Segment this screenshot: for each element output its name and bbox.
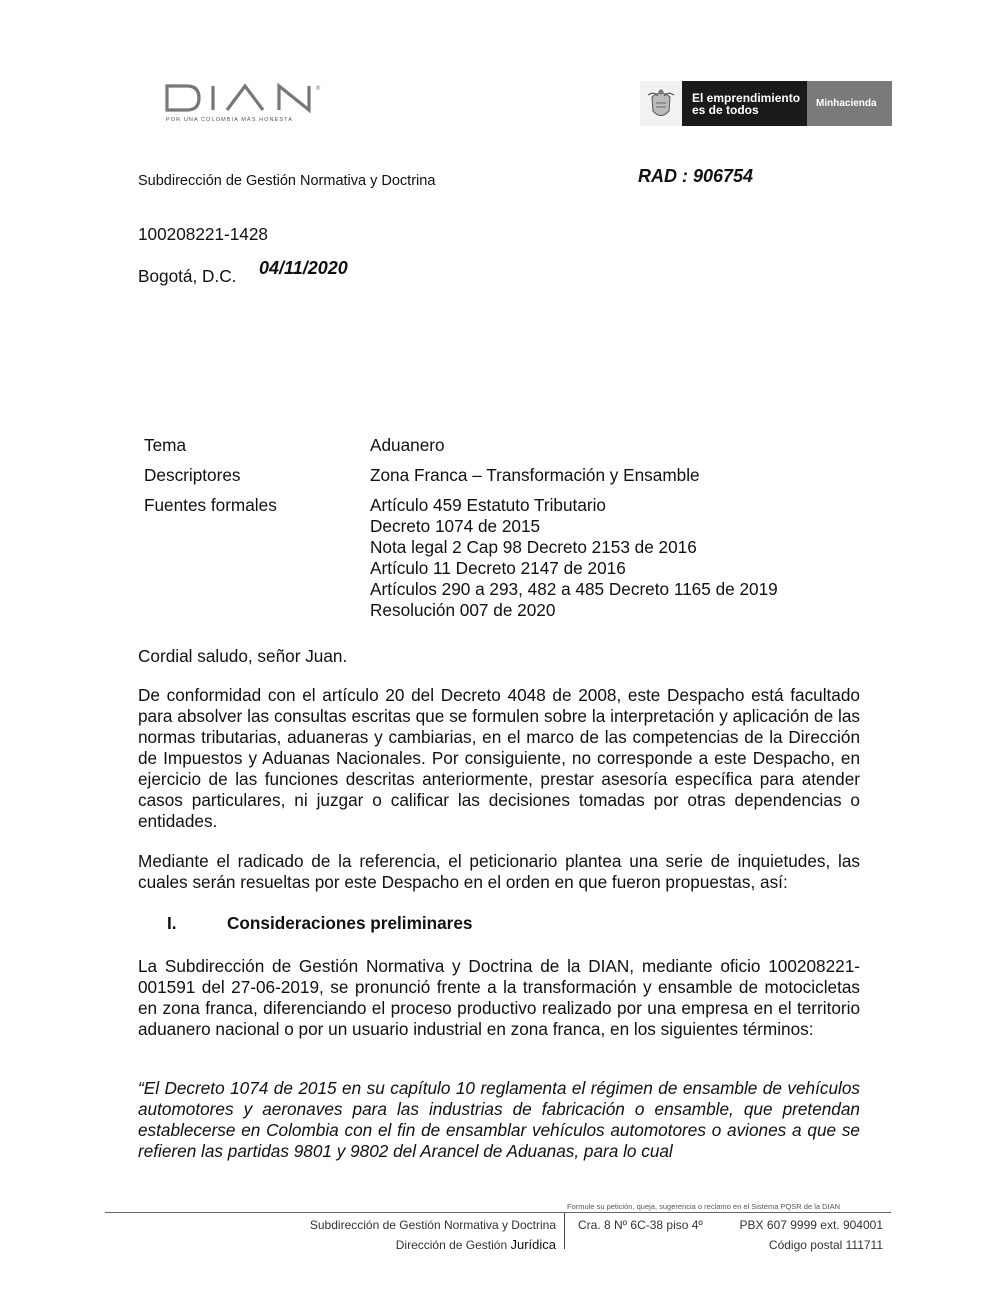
fuentes-label: Fuentes formales <box>144 495 277 515</box>
fuente-item: Artículo 459 Estatuto Tributario <box>370 495 606 515</box>
city: Bogotá, D.C. <box>138 266 237 286</box>
footer-divider <box>105 1212 891 1213</box>
ministry-label: Minhacienda <box>807 81 892 126</box>
footer-vertical-divider <box>564 1213 565 1249</box>
greeting: Cordial saludo, señor Juan. <box>138 646 348 666</box>
footer-pqsr-note: Formule su petición, queja, sugerencia o reclamo en el Sistema PQSR de la DIAN <box>567 1202 841 1211</box>
svg-text:®: ® <box>315 85 321 92</box>
footer-address: Cra. 8 Nº 6C-38 piso 4º <box>578 1218 703 1232</box>
footer-postal: Código postal 111711 <box>768 1238 883 1252</box>
section-heading: Consideraciones preliminares <box>227 913 473 933</box>
fuente-item: Decreto 1074 de 2015 <box>370 516 541 536</box>
gov-slogan: El emprendimiento es de todos <box>682 81 807 126</box>
footer-phone: PBX 607 9999 ext. 904001 <box>739 1218 883 1232</box>
fuente-item: Nota legal 2 Cap 98 Decreto 2153 de 2016 <box>370 537 697 557</box>
dian-logo <box>165 82 325 126</box>
letter-date: 04/11/2020 <box>259 258 348 278</box>
footer-address-line <box>578 1215 883 1235</box>
footer-office <box>200 1215 556 1255</box>
footer-contact <box>578 1215 883 1255</box>
government-banner <box>640 81 892 126</box>
quoted-paragraph: “El Decreto 1074 de 2015 en su capítulo 10 reglamenta el régimen de ensamble de vehículos automotores y aeronaves para las industrias de fabricación o ensamble, que pretendan establecerse en Colombia con el fin de ensamblar vehículos automotores o aviones a que se refieren las partidas 9801 y 9802 del Arancel de Aduanas, para lo cual <box>138 1078 860 1161</box>
coat-of-arms-icon <box>640 81 682 126</box>
fuente-item: Resolución 007 de 2020 <box>370 600 556 620</box>
descriptores-value: Zona Franca – Transformación y Ensamble <box>370 465 700 485</box>
dian-tagline: POR UNA COLOMBIA MÁS HONESTA <box>166 117 293 123</box>
footer-direction: Dirección de Gestión Jurídica <box>395 1237 556 1252</box>
section-number: I. <box>167 913 177 933</box>
paragraph-request: Mediante el radicado de la referencia, el peticionario plantea una serie de inquietudes, las cuales serán resueltas por este Despacho en el orden en que fueron propuestas, así: <box>138 851 860 892</box>
rad-number: RAD : 906754 <box>638 166 754 186</box>
paragraph-competence: De conformidad con el artículo 20 del Decreto 4048 de 2008, este Despacho está facultado para absolver las consultas escritas que se formulen sobre la interpretación y aplicación de las normas tributarias, aduaneras y cambiarias, en el marco de las competencias de la Dirección de Impuestos y Aduanas Nacionales. Por consiguiente, no corresponde a este Despacho, en ejercicio de las funciones descritas anteriormente, prestar asesoría específica para atender casos particulares, ni juzgar o calificar las decisiones tomadas por otras dependencias o entidades. <box>138 685 860 831</box>
descriptores-label: Descriptores <box>144 465 241 485</box>
tema-label: Tema <box>144 435 187 455</box>
fuente-item: Artículo 11 Decreto 2147 de 2016 <box>370 558 626 578</box>
dian-wordmark-icon <box>165 82 325 114</box>
fuente-item: Artículos 290 a 293, 482 a 485 Decreto 1165 de 2019 <box>370 579 778 599</box>
footer-office-name: Subdirección de Gestión Normativa y Doctrina <box>309 1218 556 1232</box>
tema-value: Aduanero <box>370 435 445 455</box>
fuentes-list <box>370 495 778 621</box>
paragraph-background: La Subdirección de Gestión Normativa y Doctrina de la DIAN, mediante oficio 100208221-001591 del 27-06-2019, se pronunció frente a la transformación y ensamble de motocicletas en zona franca, diferenciando el proceso productivo realizado por una empresa en el territorio aduanero nacional o por un usuario industrial en zona franca, en los siguientes términos: <box>138 956 860 1039</box>
office-name: Subdirección de Gestión Normativa y Doctrina <box>138 173 436 189</box>
document-number: 100208221-1428 <box>138 224 268 244</box>
